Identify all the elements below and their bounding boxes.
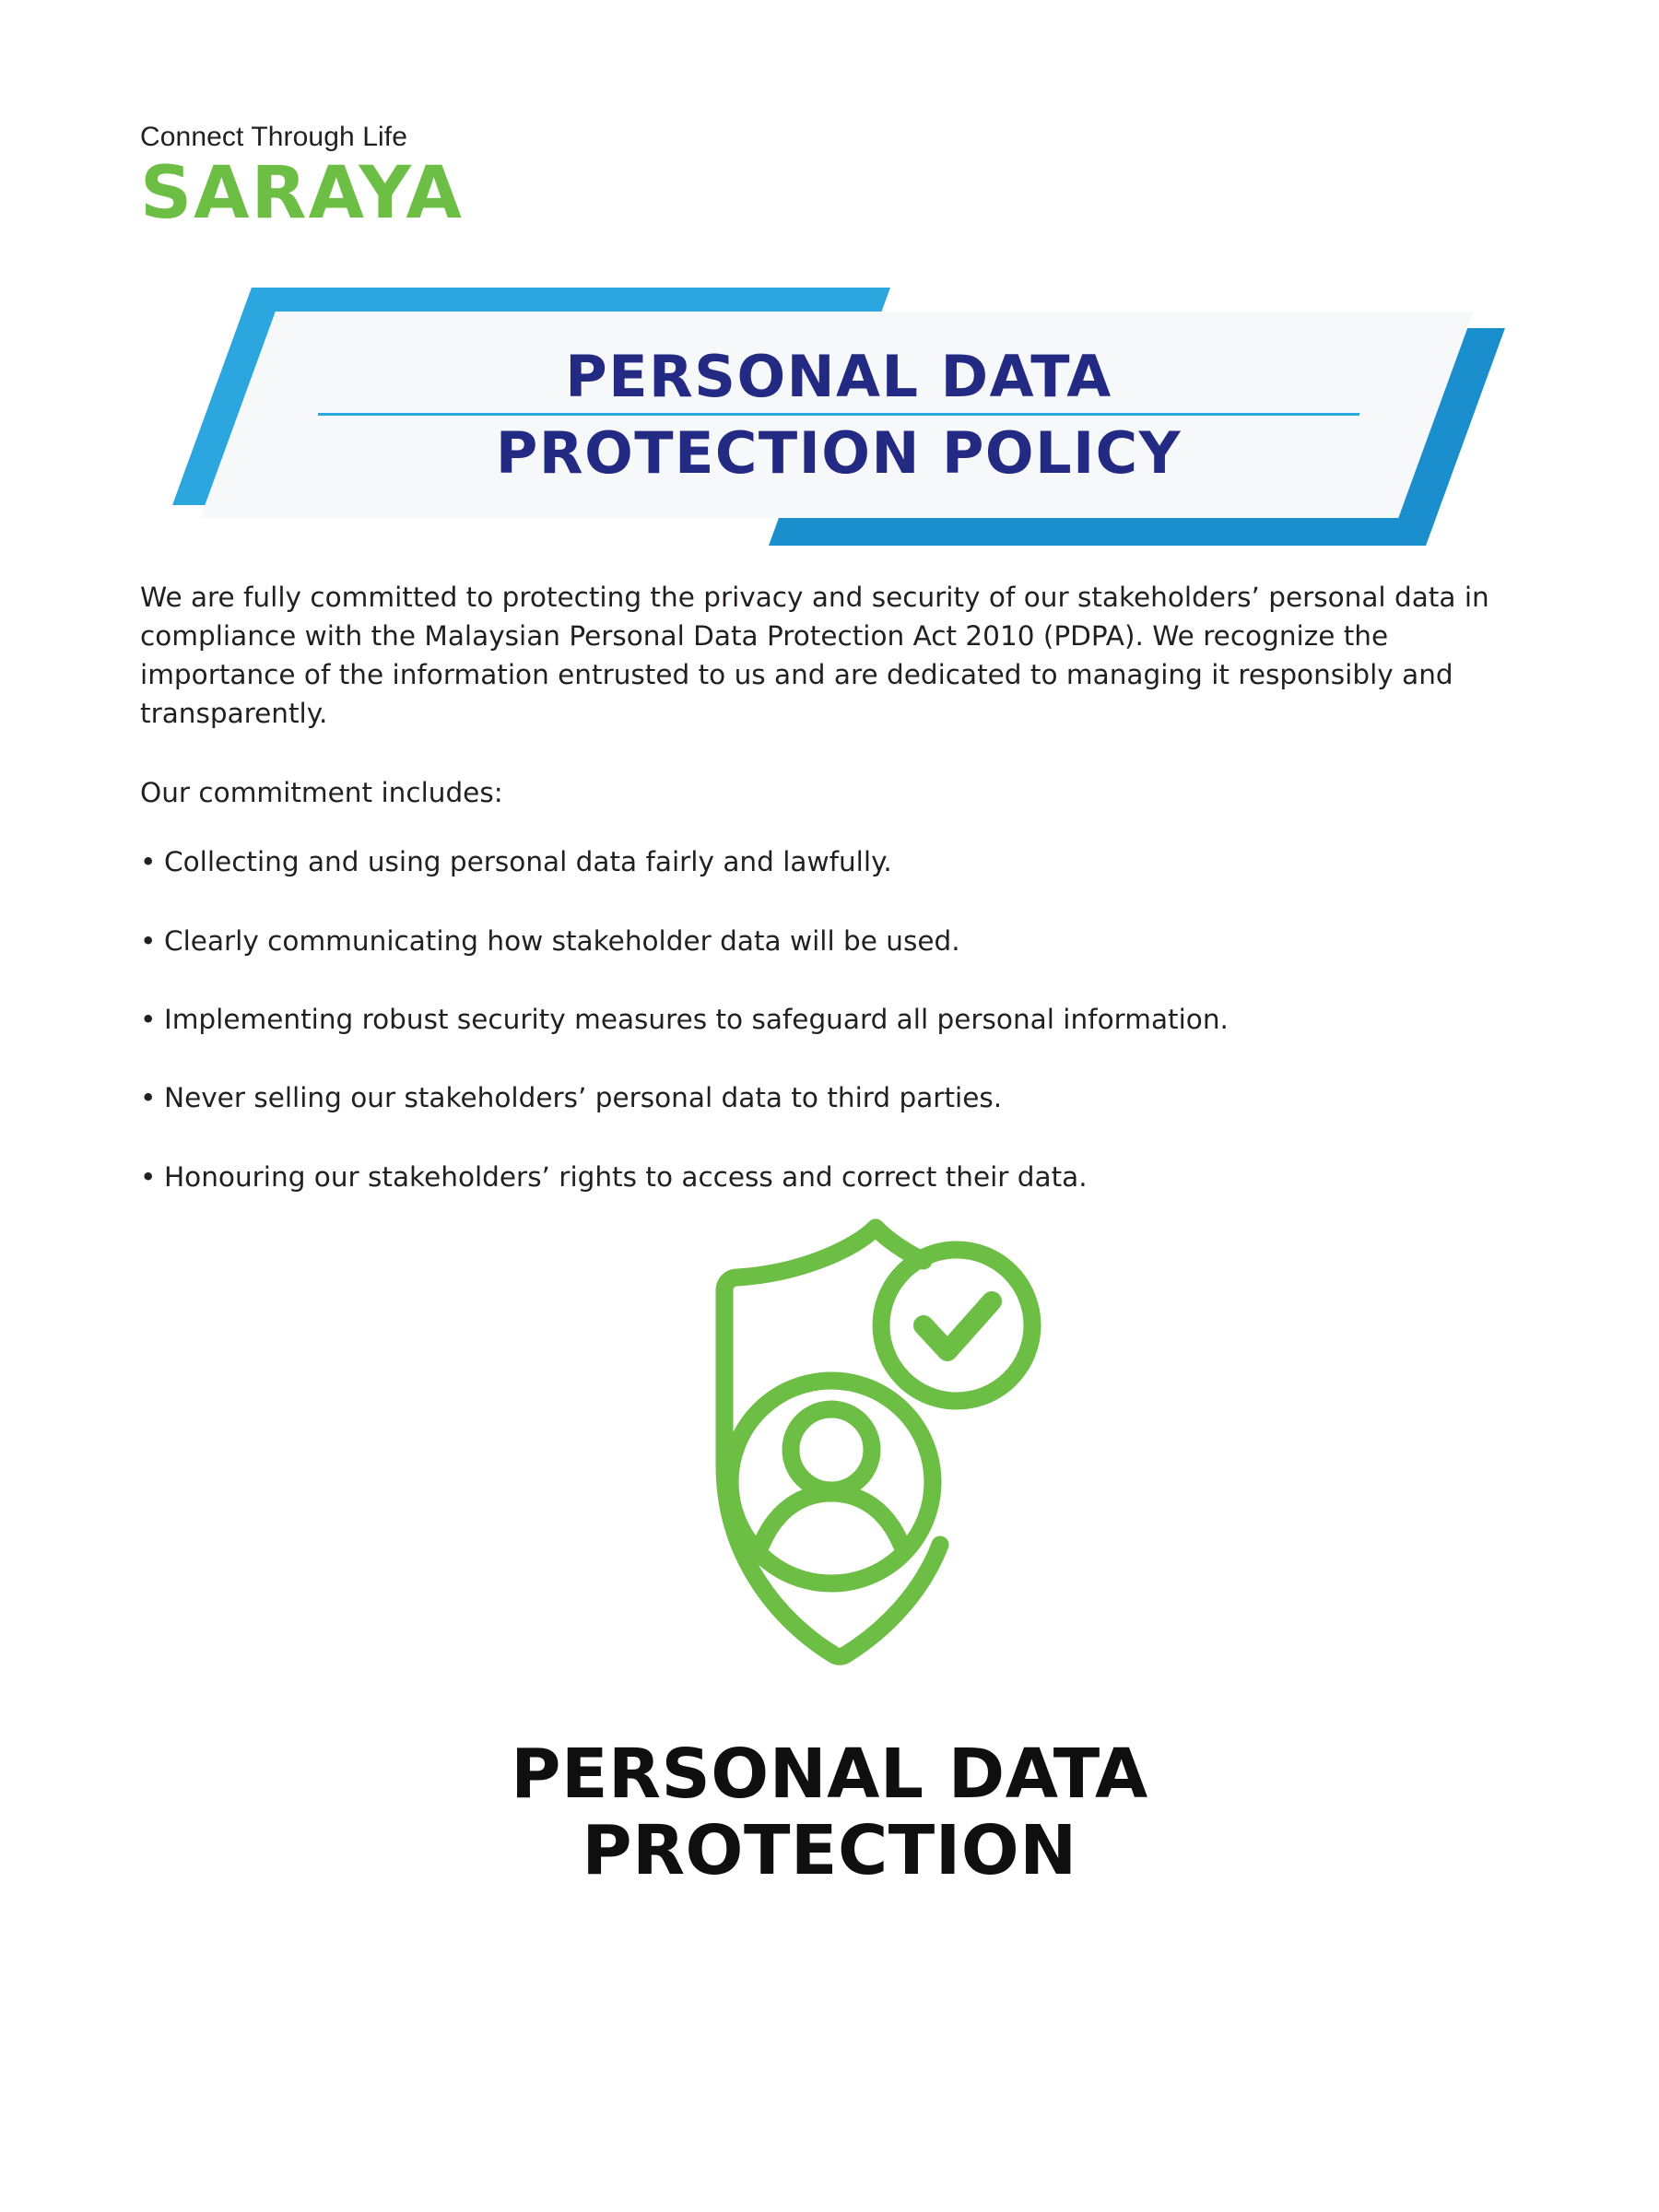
intro-paragraph: We are fully committed to protecting the privacy and security of our stakeholders’ personal data in compliance with the Malaysian Personal Data Protection Act 2010 (PDPA). We recognize the importance of the information entrusted to us and are dedicated to managing it responsibly and transparently. <box>140 582 1489 729</box>
illustration-caption <box>511 1736 1148 1889</box>
bullet-marker: • <box>140 924 157 957</box>
bullet-marker: • <box>140 1082 157 1114</box>
shield-user-check-icon <box>581 1189 1078 1705</box>
illustration-block <box>0 1189 1659 1889</box>
page-title-line1: PERSONAL DATA <box>565 342 1112 410</box>
list-item-text: Never selling our stakeholders’ personal data to third parties. <box>164 1082 1003 1114</box>
list-item-text: Collecting and using personal data fairly and lawfully. <box>164 846 892 878</box>
policy-body <box>140 579 1523 1237</box>
list-item <box>140 843 1523 881</box>
list-item-text: Implementing robust security measures to safeguard all personal information. <box>164 1003 1229 1035</box>
title-banner <box>212 288 1465 546</box>
commitment-list <box>140 843 1523 1195</box>
list-item-text: Honouring our stakeholders’ rights to access and correct their data. <box>164 1160 1088 1193</box>
illustration-caption-line1: PERSONAL DATA <box>511 1735 1148 1814</box>
list-item <box>140 1079 1523 1117</box>
list-item <box>140 1001 1523 1039</box>
banner-title-group <box>212 312 1465 518</box>
bullet-marker: • <box>140 1003 157 1035</box>
bullet-marker: • <box>140 1160 157 1193</box>
title-divider <box>318 413 1359 416</box>
list-item <box>140 923 1523 960</box>
illustration-caption-line2: PROTECTION <box>582 1810 1077 1890</box>
brand-name: SARAYA <box>140 152 464 235</box>
list-item-text: Clearly communicating how stakeholder data will be used. <box>164 924 960 957</box>
commitment-heading: Our commitment includes: <box>140 776 503 808</box>
bullet-marker: • <box>140 846 157 878</box>
brand-tagline: Connect Through Life <box>140 122 407 152</box>
page-title-line2: PROTECTION POLICY <box>495 418 1182 487</box>
brand-logo <box>140 122 464 235</box>
